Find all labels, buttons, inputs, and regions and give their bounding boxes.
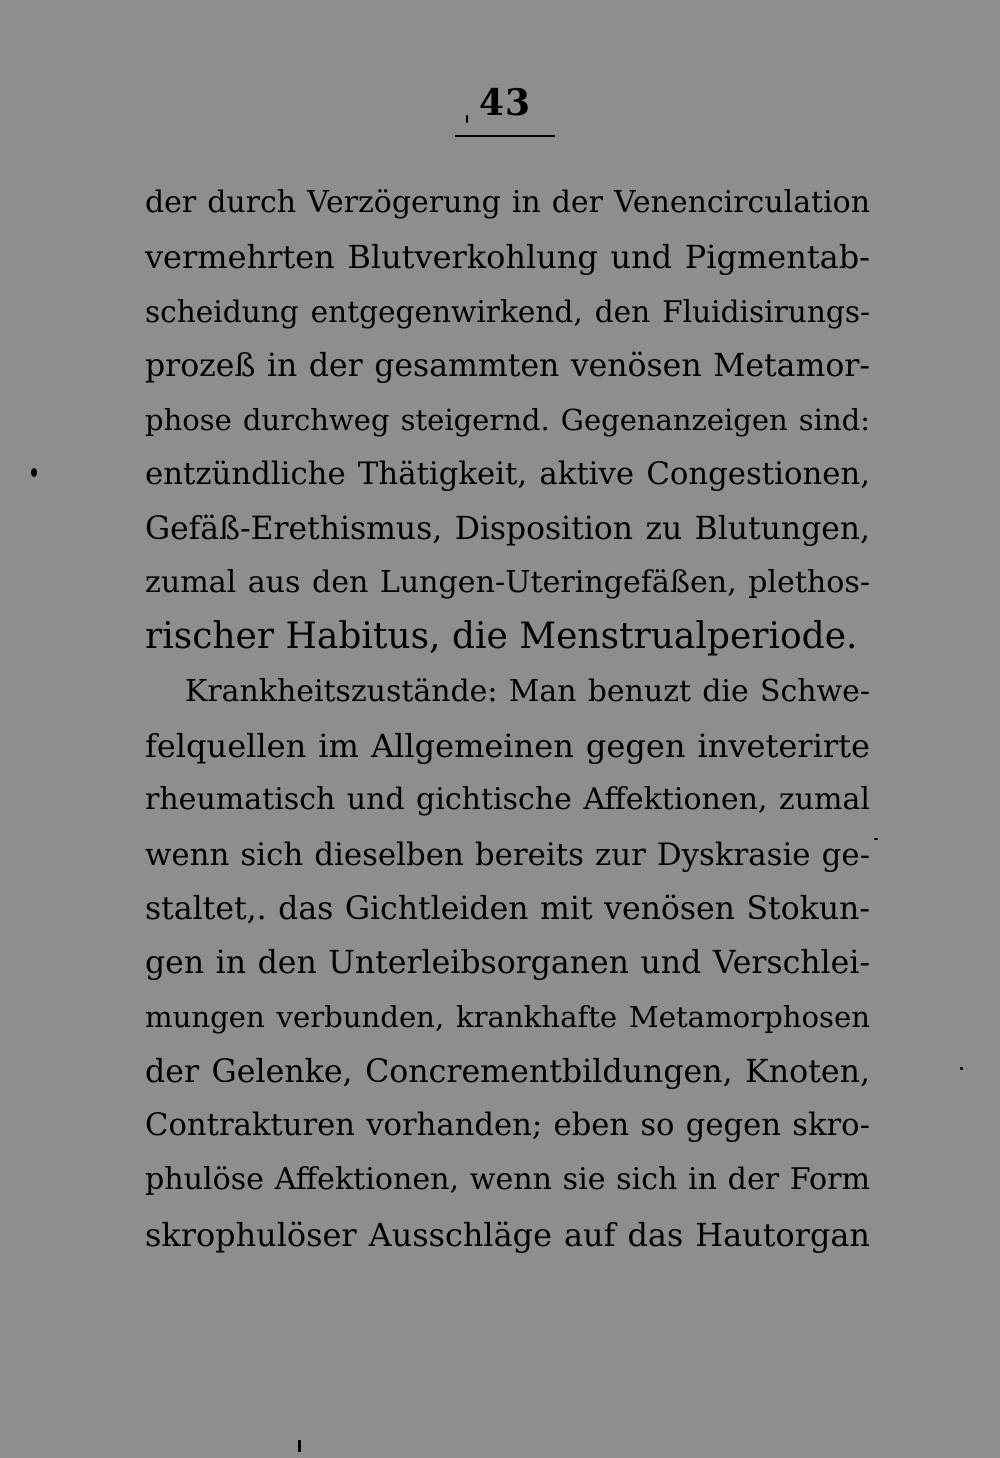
text-line: der Gelenke, Concrementbildungen, Knoten, <box>145 1053 870 1090</box>
text-line: Contrakturen vorhanden; eben so gegen skro- <box>145 1108 870 1144</box>
text-line: phulöse Affektionen, wenn sie sich in der Form <box>145 1162 870 1198</box>
text-line: wenn sich dieselben bereits zur Dyskrasie ge- <box>145 836 870 873</box>
scan-speck <box>466 115 468 123</box>
text-line: der durch Verzögerung in der Venencirculation <box>145 185 870 220</box>
text-line: phose durchweg steigernd. Gegenanzeigen sind: <box>145 403 870 438</box>
scan-speck <box>960 1067 963 1070</box>
text-line: rischer Habitus, die Menstrualperiode. <box>145 616 858 658</box>
text-line: skrophulöser Ausschläge auf das Hautorgan <box>145 1215 870 1254</box>
text-line: mungen verbunden, krankhafte Metamorphosen <box>145 1000 870 1035</box>
scan-speck <box>874 838 878 840</box>
text-line: Krankheitszustände: Man benuzt die Schwe- <box>185 673 870 709</box>
scan-speck <box>31 468 37 477</box>
text-line: Gefäß-Erethismus, Disposition zu Blutungen, <box>145 510 870 547</box>
body-text <box>145 176 870 1262</box>
text-line: prozeß in der gesammten venösen Metamor- <box>145 347 870 384</box>
scan-speck <box>298 1440 301 1452</box>
text-line: vermehrten Blutverkohlung und Pigmentab- <box>145 238 870 277</box>
text-line: staltet,. das Gichtleiden mit venösen Stokun- <box>145 890 870 927</box>
text-line: zumal aus den Lungen-Uteringefäßen, plethos- <box>145 565 870 601</box>
text-line: gen in den Unterleibsorganen und Verschlei- <box>145 945 870 982</box>
page-number: 43 <box>478 82 532 124</box>
text-line: entzündliche Thätigkeit, aktive Congestionen, <box>145 456 870 493</box>
text-line: felquellen im Allgemeinen gegen inveterirte <box>145 726 870 765</box>
text-line: rheumatisch und gichtische Affektionen, zumal <box>145 782 870 818</box>
header-rule <box>455 135 555 137</box>
text-line: scheidung entgegenwirkend, den Fluidisirungs- <box>145 294 870 329</box>
